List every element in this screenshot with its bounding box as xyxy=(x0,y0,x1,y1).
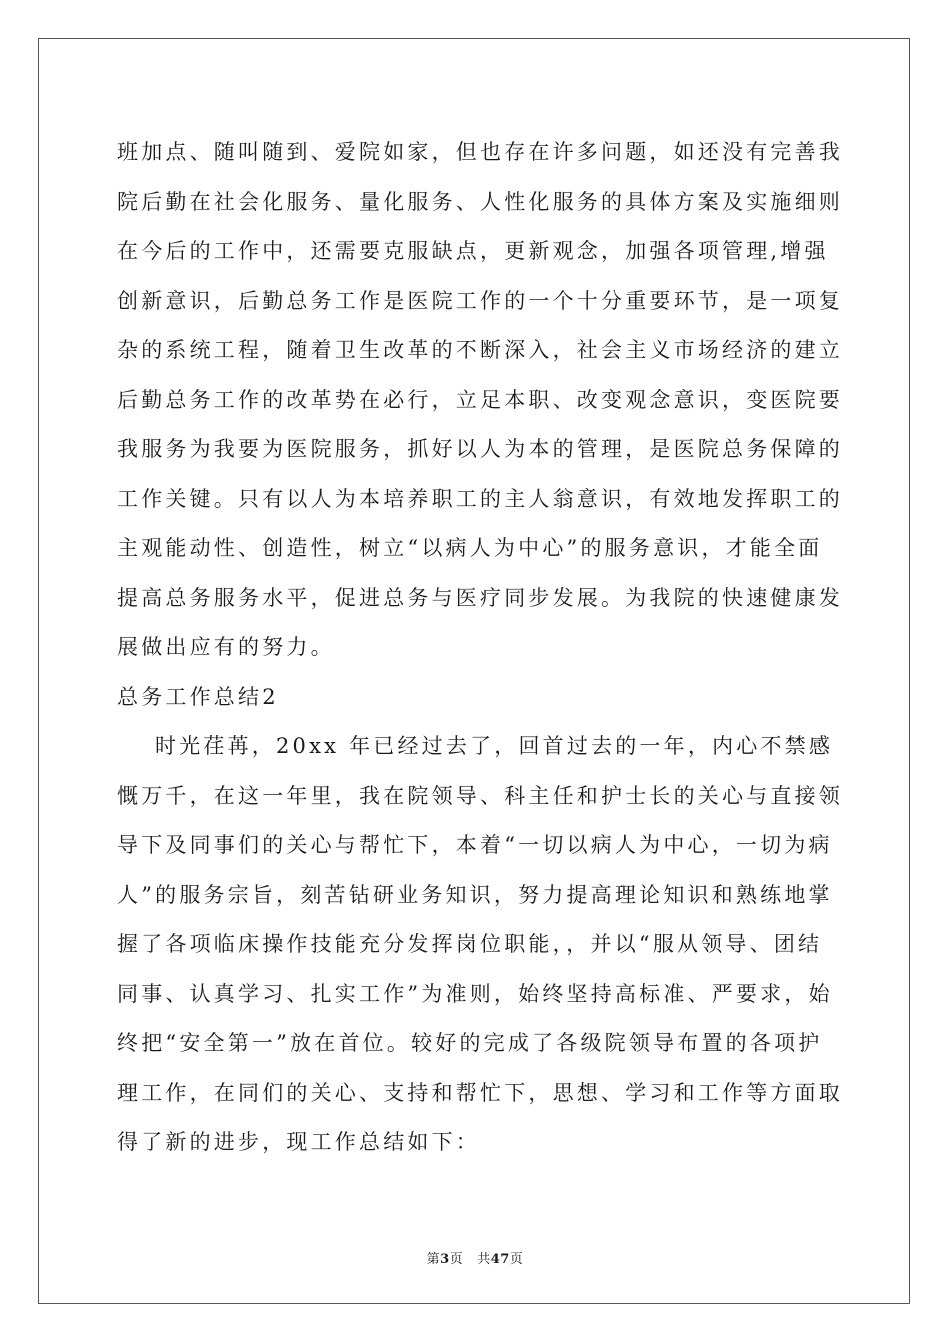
text-line: 理工作，在同们的关心、支持和帮忙下，思想、学习和工作等方面取 xyxy=(117,1080,843,1105)
text-line: 展做出应有的努力。 xyxy=(117,635,335,659)
text-line: 导下及同事们的关心与帮忙下，本着“一切以病人为中心，一切为病 xyxy=(117,833,833,857)
paragraph-1 xyxy=(117,128,843,673)
text-line: 创新意识，后勤总务工作是医院工作的一个十分重要环节，是一项复 xyxy=(117,288,843,313)
text-line: 慨万千，在这一年里，我在院领导、科主任和护士长的关心与直接领 xyxy=(117,783,843,808)
page-prefix: 第 xyxy=(426,1252,441,1267)
text-line: 时光荏苒，20xx 年已经过去了，回首过去的一年，内心不禁感 xyxy=(155,734,834,758)
text-line: 院后勤在社会化服务、量化服务、人性化服务的具体方案及实施细则 xyxy=(117,189,843,214)
text-line: 工作关键。只有以人为本培养职工的主人翁意识，有效地发挥职工的 xyxy=(117,486,843,511)
text-line: 在今后的工作中，还需要克服缺点，更新观念，加强各项管理,增强 xyxy=(117,239,829,263)
page-suffix: 页 xyxy=(449,1252,464,1267)
page-footer xyxy=(0,1248,950,1267)
text-line: 同事、认真学习、扎实工作”为准则，始终坚持高标准、严要求，始 xyxy=(117,981,833,1006)
total-pages: 47 xyxy=(490,1252,510,1267)
text-line: 提高总务服务水平，促进总务与医疗同步发展。为我院的快速健康发 xyxy=(117,585,843,610)
total-suffix: 页 xyxy=(509,1252,524,1267)
text-line: 杂的系统工程，随着卫生改革的不断深入，社会主义市场经济的建立 xyxy=(117,338,843,362)
document-body xyxy=(117,128,843,1168)
text-line: 得了新的进步，现工作总结如下： xyxy=(117,1130,480,1154)
page-number: 3 xyxy=(440,1252,450,1267)
text-line: 后勤总务工作的改革势在必行，立足本职、改变观念意识，变医院要 xyxy=(117,387,843,412)
section-heading: 总务工作总结2 xyxy=(117,684,279,709)
text-line: 人”的服务宗旨，刻苦钻研业务知识，努力提高理论知识和熟练地掌 xyxy=(117,882,833,907)
text-line: 我服务为我要为医院服务，抓好以人为本的管理，是医院总务保障的 xyxy=(117,437,843,461)
paragraph-2 xyxy=(117,722,843,1168)
text-line: 主观能动性、创造性，树立“以病人为中心”的服务意识，才能全面 xyxy=(117,536,823,560)
total-prefix: 共 xyxy=(477,1252,491,1267)
text-line: 握了各项临床操作技能充分发挥岗位职能，，并以“服从领导、团结 xyxy=(117,932,823,956)
text-line: 班加点、随叫随到、爱院如家，但也存在许多问题，如还没有完善我 xyxy=(117,140,843,164)
text-line: 终把“安全第一”放在首位。较好的完成了各级院领导布置的各项护 xyxy=(117,1031,823,1055)
